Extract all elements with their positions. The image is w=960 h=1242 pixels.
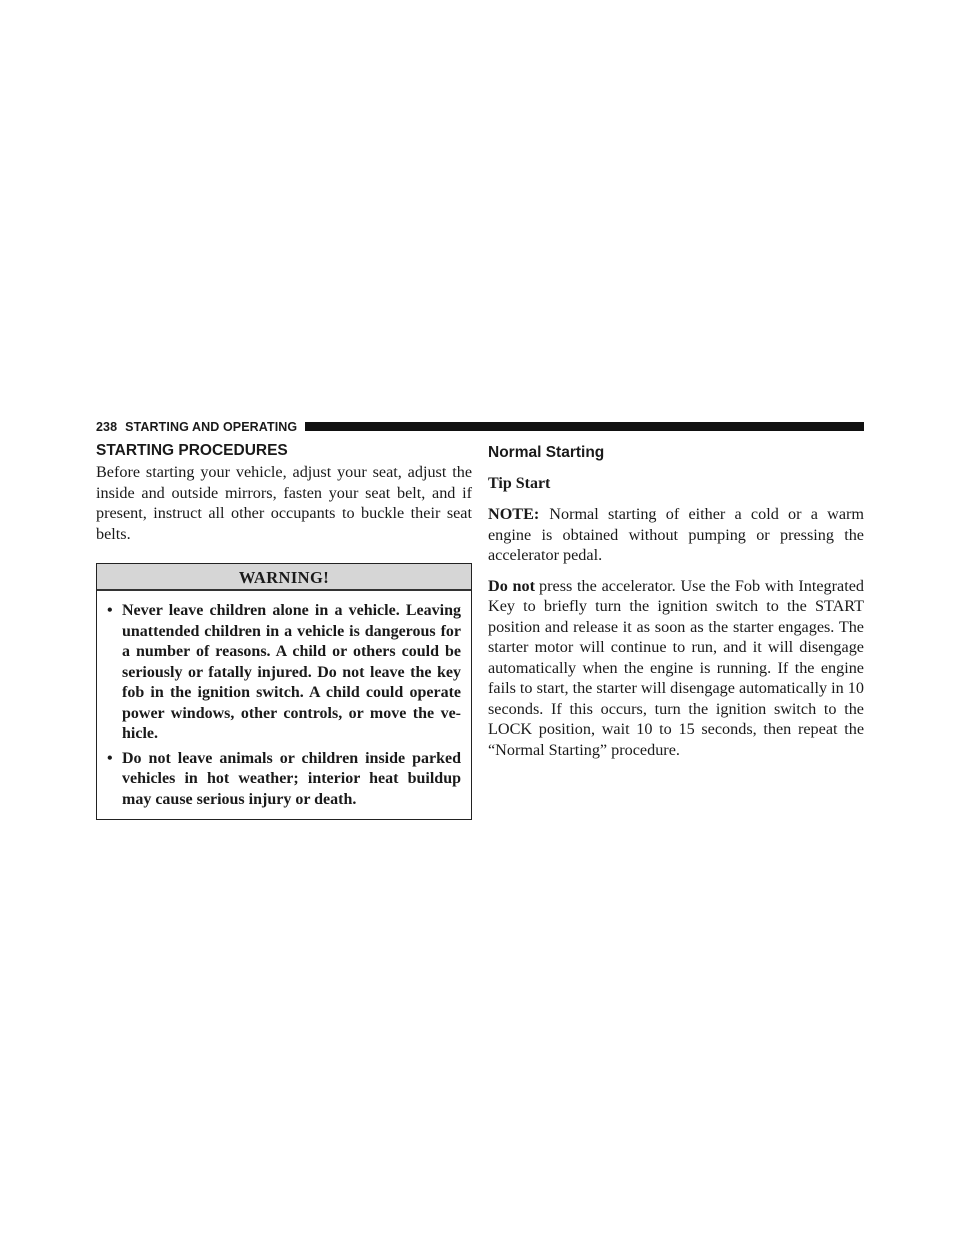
warning-item-text: Never leave children alone in a vehicle. Leaving unattended children in a vehicle is dangerous for a number of reasons. A child or others could be seriously or fatally injured. Do not leave the key fob in the ignition switch. A child could operate power windows, other controls, or move the vehicle.	[122, 602, 461, 742]
do-not-text: press the accelerator. Use the Fob with Integrated Key to briefly turn the ignition switch to the START position and release it as soon as the starter engages. The starter motor will continue to run, and it will disengage automatically when the engine is running. If the engine fails to start, the starter will disengage automatically in 10 seconds. If this occurs, turn the ignition switch to the LOCK position, wait 10 to 15 seconds, then repeat the “Normal Starting” procedure.	[488, 576, 864, 759]
warning-item-text: Do not leave animals or children inside parked vehicles in hot weather; interior heat buildup may cause serious injury or death.	[122, 749, 461, 808]
warning-title: WARNING!	[97, 563, 471, 591]
right-column	[488, 441, 864, 760]
note-paragraph	[488, 504, 864, 566]
note-text: Normal starting of either a cold or a warm engine is obtained without pumping or pressing the accelerator pedal.	[488, 505, 864, 564]
warning-item	[107, 749, 461, 811]
section-title: STARTING AND OPERATING	[125, 419, 298, 434]
bullet-icon: •	[107, 749, 113, 767]
page-header	[96, 419, 864, 434]
do-not-label: Do not	[488, 576, 536, 595]
tip-start-subheading: Tip Start	[488, 475, 551, 492]
warning-list	[97, 591, 471, 819]
page-number: 238	[96, 419, 118, 434]
intro-paragraph: Before starting your vehicle, adjust your seat, adjust the inside and outside mirrors, fasten your seat belt, and if present, instruct all other occupants to buckle their seat belts.	[96, 463, 472, 543]
warning-box	[96, 563, 472, 820]
starting-procedures-heading: STARTING PROCEDURES	[96, 442, 288, 459]
note-label: NOTE:	[488, 505, 540, 523]
bullet-icon: •	[107, 602, 113, 619]
normal-starting-heading: Normal Starting	[488, 444, 605, 461]
header-rule	[305, 422, 864, 431]
do-not-paragraph	[488, 576, 864, 761]
warning-item	[107, 601, 461, 745]
left-column	[96, 441, 472, 820]
